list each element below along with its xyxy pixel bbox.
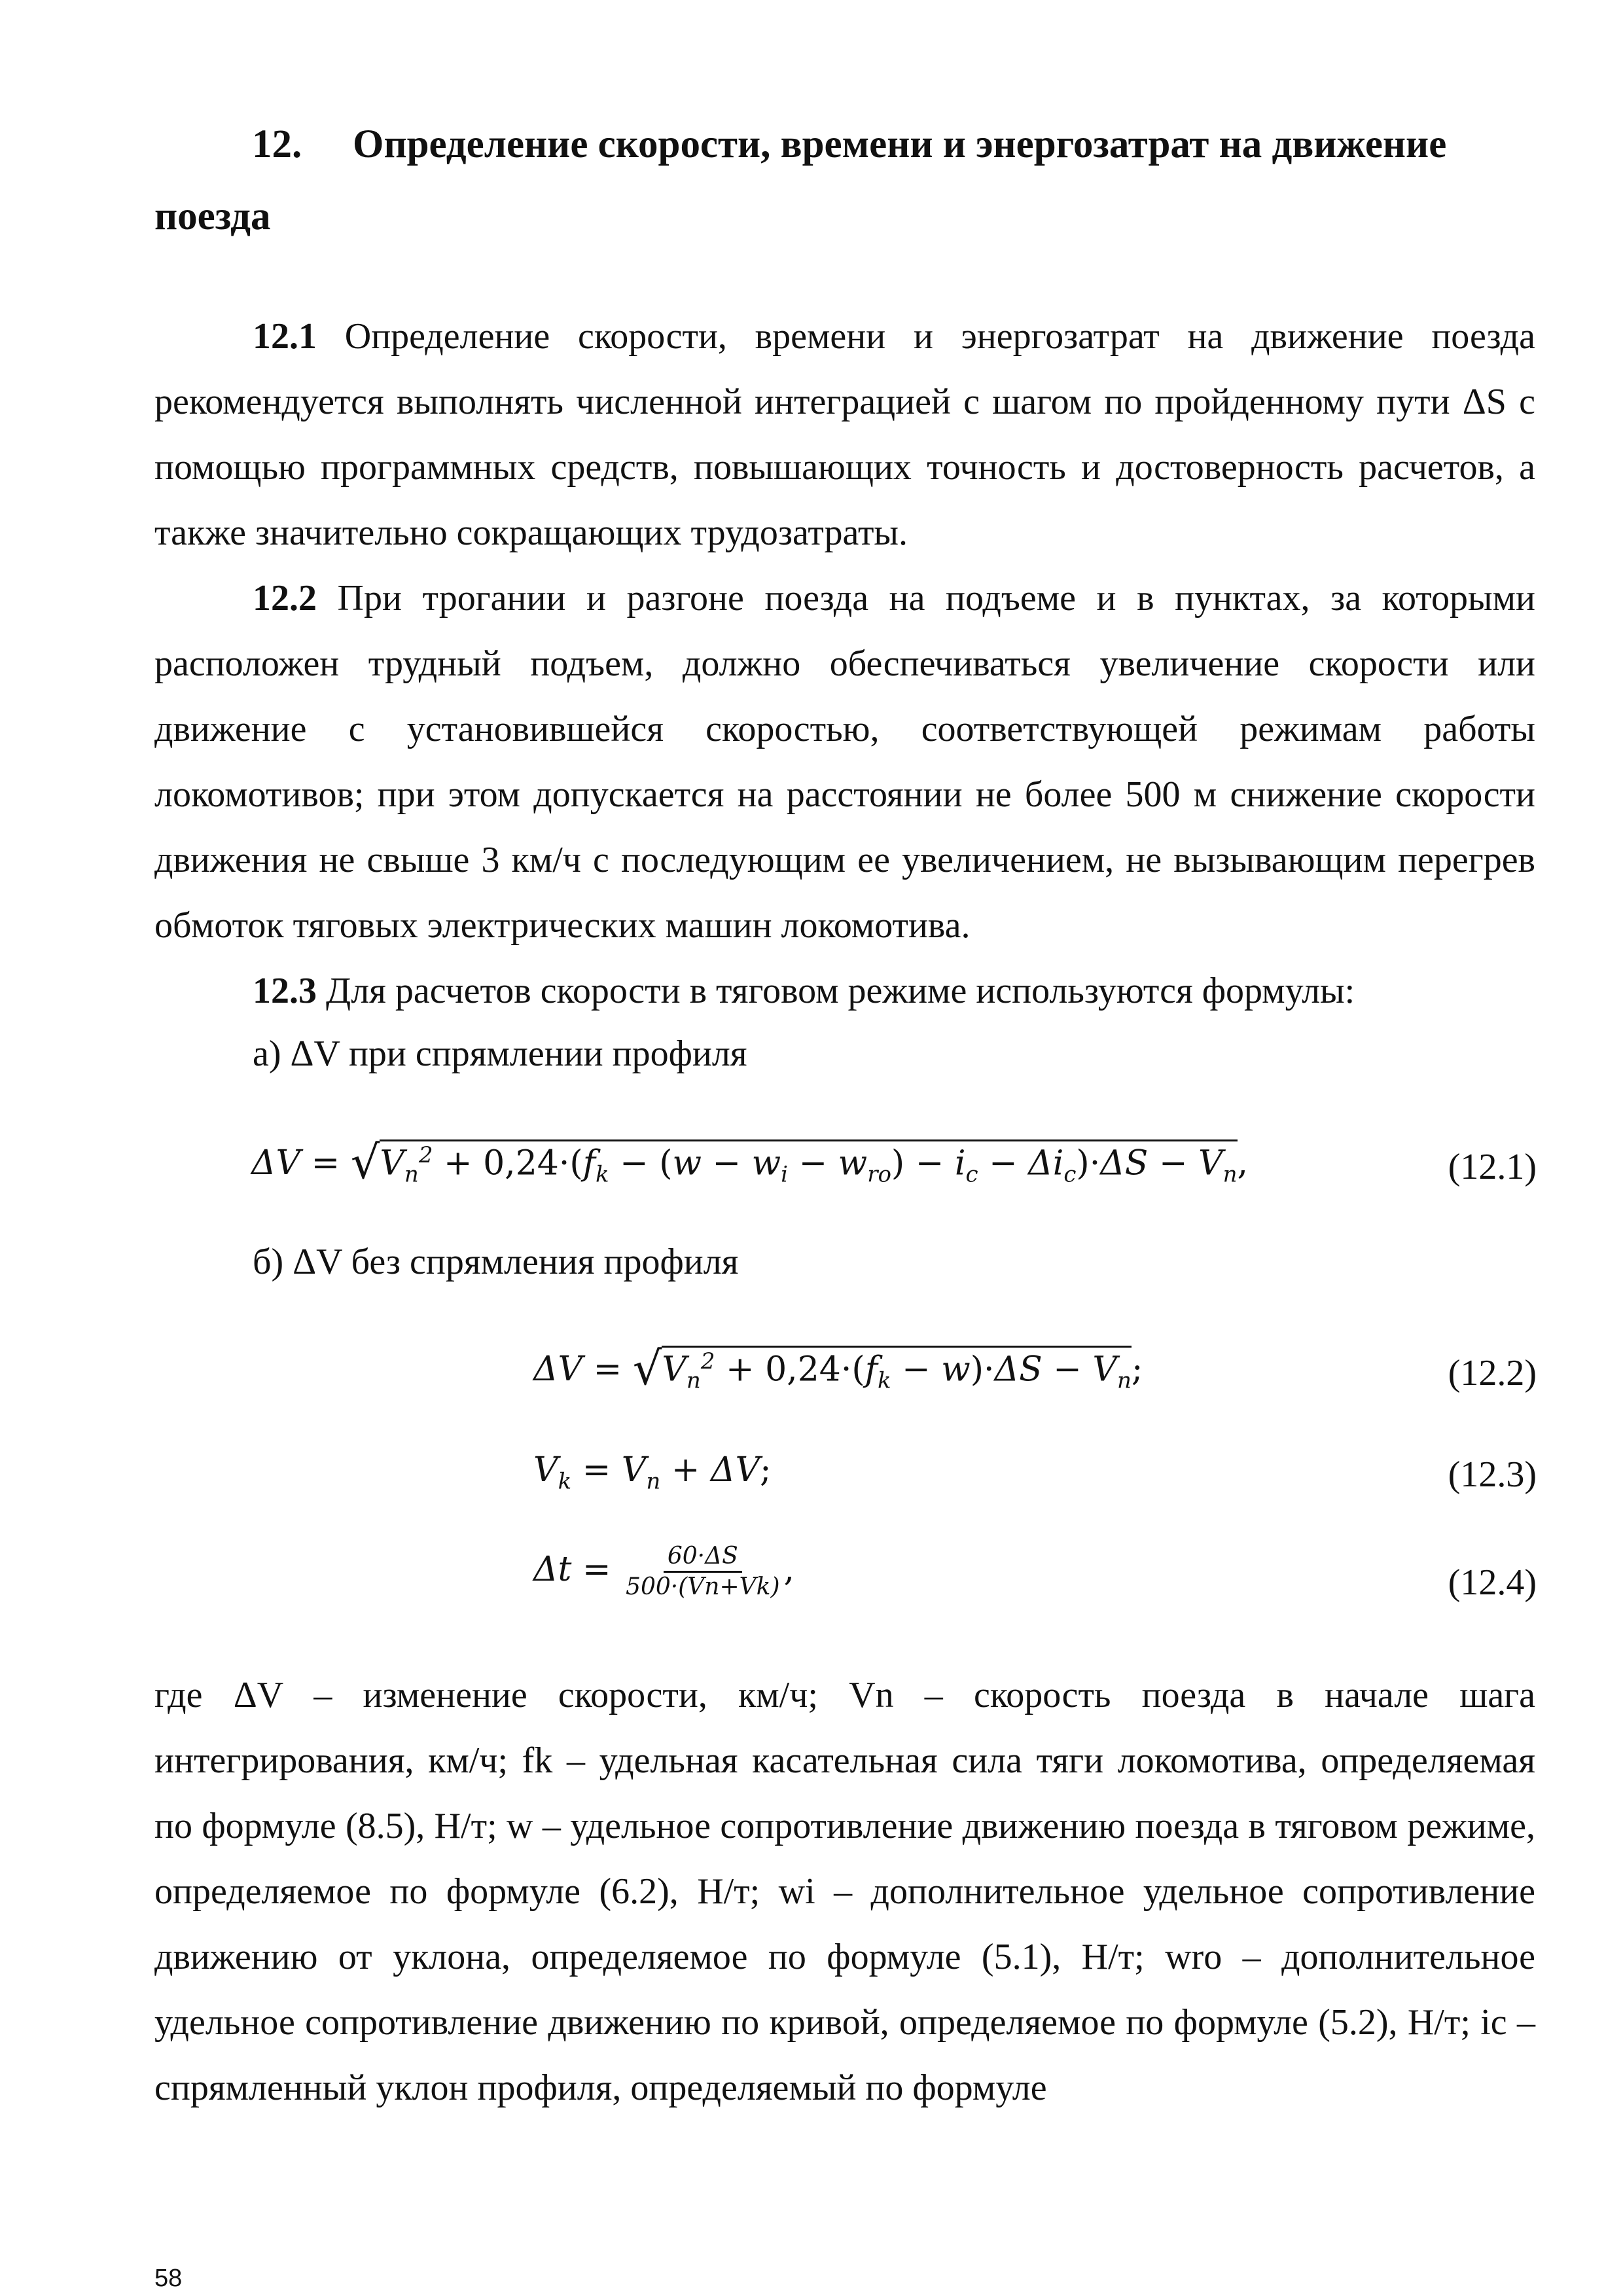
- equation-12-1: $\Delta V = √V_n^2 + 0,24\cdot(f_k - (w - w_i - w_{ro}) - i_c - \Delta i_c)\cdot\Delta S - V_n$,: [251, 1136, 1249, 1189]
- paragraph-number: 12.2: [253, 578, 317, 619]
- fraction: [622, 1545, 783, 1599]
- paragraph-text: Определение скорости, времени и энергозатрат на движение поезда рекомендуется выполнять численной интеграцией с шагом по пройденному пути ΔS с помощью программных средств, повышающих точность и достоверность расчетов, а также значительно сокращающих трудозатраты.: [154, 316, 1535, 553]
- section-number: 12.: [252, 122, 302, 166]
- paragraph-text: Для расчетов скорости в тяговом режиме используются формулы:: [317, 971, 1355, 1011]
- equation-number-12-2: (12.2): [1448, 1353, 1537, 1393]
- fraction-numerator: 60·ΔS: [664, 1545, 742, 1573]
- section-title-line1: Определение скорости, времени и энергозатрат на движение: [353, 122, 1447, 166]
- equation-12-3: $V_k = V_n + \Delta V$;: [533, 1450, 772, 1495]
- equation-12-4: Δt = $\frac{60\cdot\Delta S}{500\cdot(Vn+Vk)}$ ,: [533, 1543, 795, 1600]
- fraction-denominator: 500·(Vn+Vk): [626, 1573, 780, 1600]
- paragraph-number: 12.1: [253, 316, 317, 357]
- paragraph-12-1: [154, 304, 1535, 565]
- equation-number-12-1: (12.1): [1448, 1147, 1537, 1187]
- paragraph-12-3: [154, 958, 1535, 1024]
- case-a-label: а) ΔV при спрямлении профиля: [253, 1033, 747, 1074]
- page-number: 58: [154, 2265, 183, 2292]
- variable-definitions: где ΔV – изменение скорости, км/ч; Vn – скорость поезда в начале шага интегрирования, км/ч; fk – удельная касательная сила тяги локомотива, определяемая по формуле (8.5), Н/т; w – удельное сопротивление движению поезда в тяговом режиме, определяемое по формуле (6.2), Н/т; wi – дополнительное удельное сопротивление движению от уклона, определяемое по формуле (5.1), Н/т; wro – дополнительное удельное сопротивление движению по кривой, определяемое по формуле (5.2), Н/т; ic – спрямленный уклон профиля, определяемый по формуле: [154, 1675, 1535, 2108]
- paragraph-number: 12.3: [253, 971, 317, 1011]
- case-b-label: б) ΔV без спрямления профиля: [253, 1242, 739, 1282]
- paragraph-12-2: [154, 565, 1535, 958]
- equation-number-12-3: (12.3): [1448, 1454, 1537, 1495]
- equation-number-12-4: (12.4): [1448, 1562, 1537, 1603]
- section-title-line2: поезда: [154, 194, 271, 238]
- paragraph-text: При трогании и разгоне поезда на подъеме и в пунктах, за которыми расположен трудный подъем, должно обеспечиваться увеличение скорости или движение с установившейся скоростью, соответствующей режимам работы локомотивов; при этом допускается на расстоянии не более 500 м снижение скорости движения не свыше 3 км/ч с последующим ее увеличением, не вызывающим перегрев обмоток тяговых электрических машин локомотива.: [154, 578, 1535, 946]
- equation-12-2: $\Delta V = √V_n^2 + 0,24\cdot(f_k - w)\cdot\Delta S - V_n$;: [533, 1342, 1143, 1395]
